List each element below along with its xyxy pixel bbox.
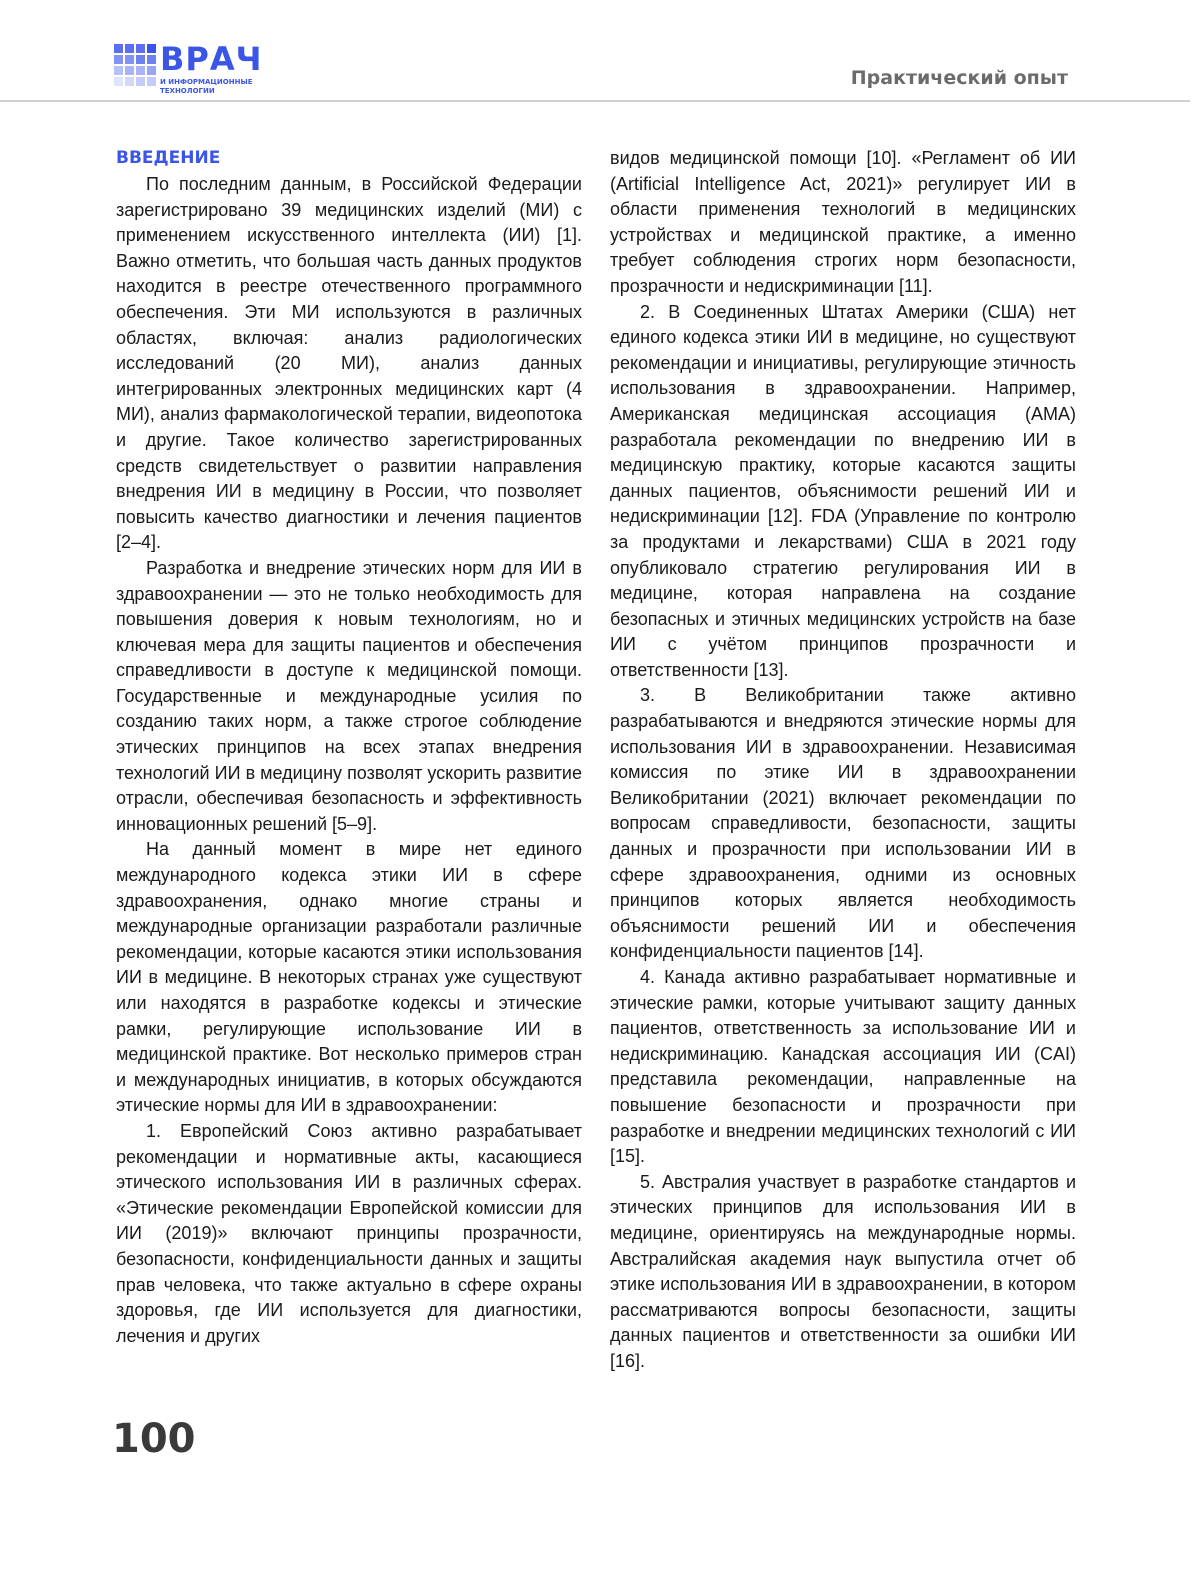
paragraph: На данный момент в мире нет единого международного кодекса этики ИИ в сфере здравоохранения, однако многие страны и международные организации разработали различные рекомендации, которые касаются этики использования ИИ в медицине. В некоторых странах уже существуют или находятся в разработке кодексы и этические рамки, регулирующие использование ИИ в медицинской практике. Вот несколько примеров стран и международных инициатив, в которых обсуждаются этические нормы для ИИ в здравоохранении: <box>116 837 582 1119</box>
right-column <box>610 146 1076 1375</box>
article-body <box>0 102 1200 1375</box>
journal-logo <box>114 40 262 96</box>
left-column <box>116 146 582 1349</box>
paragraph: Разработка и внедрение этических норм для ИИ в здравоохранении — это не только необходимость для повышения доверия к новым технологиям, но и ключевая мера для защиты пациентов и обеспечения справедливости в доступе к медицинской помощи. Государственные и международные усилия по созданию таких норм, а также строгое соблюдение этических принципов на всех этапах внедрения технологий ИИ в медицину позволят ускорить развитие отрасли, обеспечивая безопасность и эффективность инновационных решений [5–9]. <box>116 556 582 838</box>
paragraph: По последним данным, в Российской Федерации зарегистрировано 39 медицинских изделий (МИ) с применением искусственного интеллекта (ИИ) [1]. Важно отметить, что большая часть данных продуктов находится в реестре отечественного программного обеспечения. Эти МИ используются в различных областях, включая: анализ радиологических исследований (20 МИ), анализ данных интегрированных электронных медицинских карт (4 МИ), анализ фармакологической терапии, видеопотока и другие. Такое количество зарегистрированных средств свидетельствует о развитии направления внедрения ИИ в медицину в России, что позволяет повысить качество диагностики и лечения пациентов [2–4]. <box>116 172 582 556</box>
page-number: 100 <box>112 1415 1200 1463</box>
paragraph: 4. Канада активно разрабатывает нормативные и этические рамки, которые учитывают защиту данных пациентов, ответственность за использование ИИ и недискриминацию. Канадская ассоциация ИИ (CAI) представила рекомендации, направленные на повышение безопасности и прозрачности при разработке и внедрении медицинских технологий с ИИ [15]. <box>610 965 1076 1170</box>
header-divider <box>0 100 1190 102</box>
paragraph: 2. В Соединенных Штатах Америки (США) нет единого кодекса этики ИИ в медицине, но существуют рекомендации и инициативы, регулирующие этичность использования в здравоохранении. Например, Американская медицинская ассоциация (AMA) разработала рекомендации по внедрению ИИ в медицинскую практику, которые касаются защиты данных пациентов, объяснимости решений ИИ и недискриминации [12]. FDA (Управление по контролю за продуктами и лекарствами) США в 2021 году опубликовало стратегию регулирования ИИ в медицине, которая направлена на создание безопасных и этичных медицинских устройств на базе ИИ с учётом принципов прозрачности и ответственности [13]. <box>610 300 1076 684</box>
logo-subtitle: ТЕХНОЛОГИИ <box>160 87 262 96</box>
paragraph: видов медицинской помощи [10]. «Регламент об ИИ (Artificial Intelligence Act, 2021)» регулирует ИИ в области применения технологий в медицинских устройствах и медицинской практике, а именно требует соблюдения строгих норм безопасности, прозрачности и недискриминации [11]. <box>610 146 1076 300</box>
page-header <box>0 0 1200 102</box>
paragraph: 3. В Великобритании также активно разрабатываются и внедряются этические нормы для использования ИИ в здравоохранении. Независимая комиссия по этике ИИ в здравоохранении Великобритании (2021) включает рекомендации по вопросам справедливости, безопасности, защиты данных и прозрачности при использовании ИИ в сфере здравоохранения, одними из основных принципов которых является необходимость объяснимости решений ИИ и обеспечения конфиденциальности пациентов [14]. <box>610 683 1076 965</box>
paragraph: 5. Австралия участвует в разработке стандартов и этических принципов для использования ИИ в медицине, ориентируясь на международные нормы. Австралийская академия наук выпустила отчет об этике использования ИИ в здравоохранении, в котором рассматриваются вопросы безопасности, защиты данных пациентов и ответственности за ошибки ИИ [16]. <box>610 1170 1076 1375</box>
section-title: Практический опыт <box>851 66 1068 90</box>
section-heading: ВВЕДЕНИЕ <box>116 146 582 170</box>
logo-grid-icon <box>114 44 156 86</box>
paragraph: 1. Европейский Союз активно разрабатывает рекомендации и нормативные акты, касающиеся этического использования ИИ в различных сферах. «Этические рекомендации Европейской комиссии для ИИ (2019)» включают принципы прозрачности, безопасности, конфиденциальности данных и защиты прав человека, что также актуально в сфере охраны здоровья, где ИИ используется для диагностики, лечения и других <box>116 1119 582 1349</box>
logo-title: ВРАЧ <box>160 40 262 78</box>
logo-subtitle: И ИНФОРМАЦИОННЫЕ <box>160 78 262 87</box>
